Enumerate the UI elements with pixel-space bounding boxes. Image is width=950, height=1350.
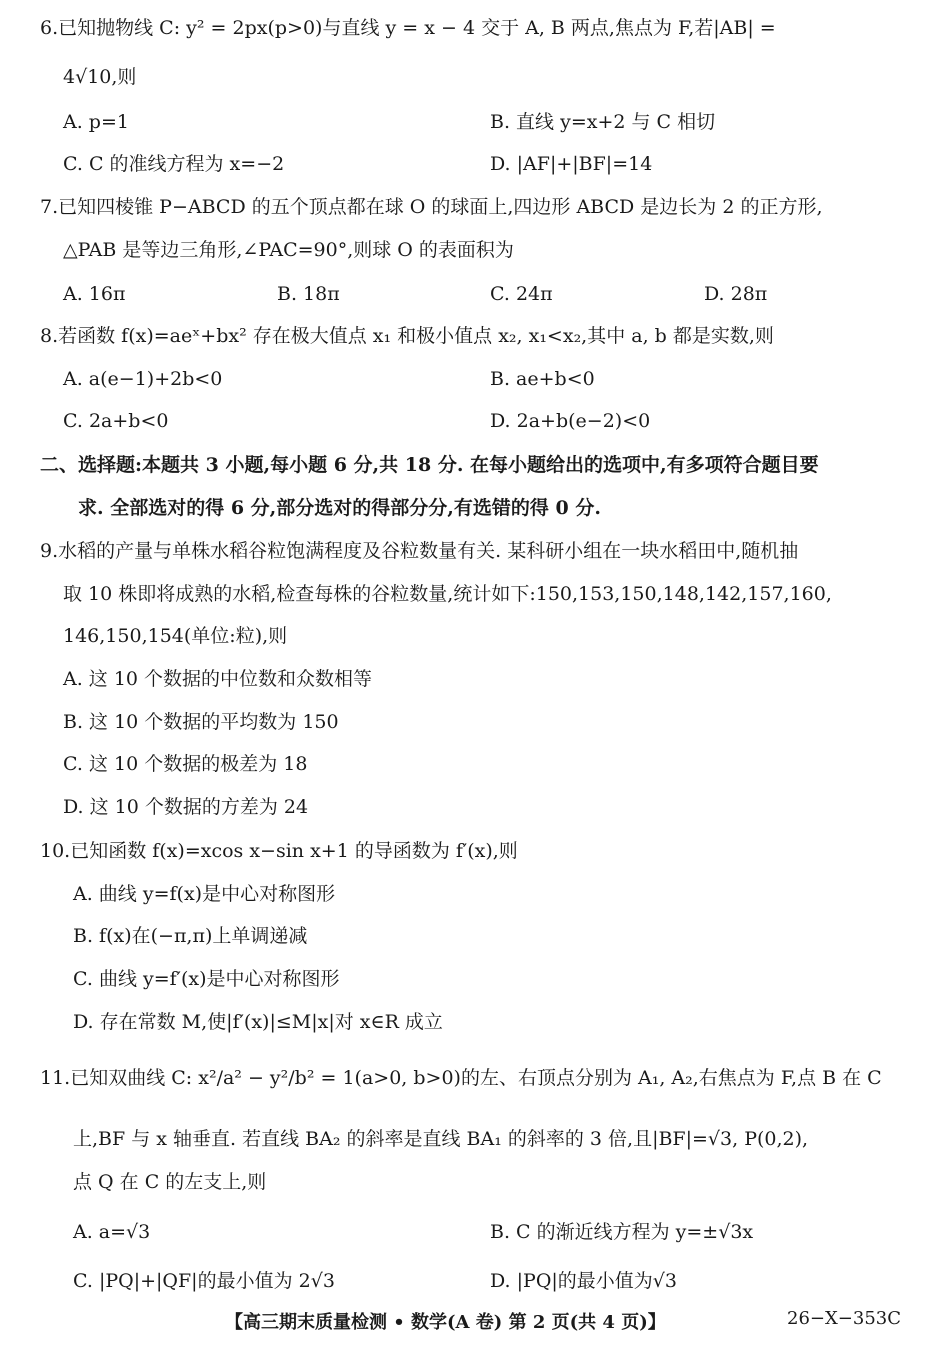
q8-option-row2 (63, 407, 914, 435)
q11-option-row2 (73, 1267, 914, 1295)
q8-option-d: D. 2a+b(e−2)<0 (490, 410, 651, 432)
q11-option-a: A. a=√3 (73, 1221, 151, 1243)
q6-option-row1 (63, 108, 914, 136)
q10-option-b: B. f(x)在(−π,π)上单调递减 (73, 925, 308, 947)
section2-heading-line2: 求. 全部选对的得 6 分,部分选对的得部分分,有选错的得 0 分. (78, 497, 601, 519)
q8-option-row1 (63, 365, 914, 393)
q6-stem-line1: 6.已知抛物线 C: y² = 2px(p>0)与直线 y = x − 4 交于 A, B 两点,焦点为 F,若|AB| = (40, 17, 776, 39)
q8-option-a: A. a(e−1)+2b<0 (63, 368, 223, 390)
q9-option-a: A. 这 10 个数据的中位数和众数相等 (63, 668, 373, 690)
q9-stem-line1: 9.水稻的产量与单株水稻谷粒饱满程度及谷粒数量有关. 某科研小组在一块水稻田中,随机抽 (40, 540, 799, 562)
q6-option-row2 (63, 150, 914, 178)
q6-option-a: A. p=1 (63, 111, 129, 133)
q11-stem-line2: 上,BF 与 x 轴垂直. 若直线 BA₂ 的斜率是直线 BA₁ 的斜率的 3 倍,且|BF|=√3, P(0,2), (73, 1128, 809, 1150)
q11-option-b: B. C 的渐近线方程为 y=±√3x (490, 1221, 754, 1243)
q9-option-c: C. 这 10 个数据的极差为 18 (63, 753, 308, 775)
q8-option-b: B. ae+b<0 (490, 368, 595, 390)
q9-option-b: B. 这 10 个数据的平均数为 150 (63, 711, 339, 733)
q7-option-c: C. 24π (490, 283, 553, 305)
q11-option-c: C. |PQ|+|QF|的最小值为 2√3 (73, 1270, 335, 1292)
q10-option-c: C. 曲线 y=f′(x)是中心对称图形 (73, 968, 340, 990)
q9-stem-line3: 146,150,154(单位:粒),则 (63, 625, 288, 647)
q7-option-row (63, 280, 914, 308)
q11-option-row1 (73, 1218, 914, 1246)
q6-option-c: C. C 的准线方程为 x=−2 (63, 153, 285, 175)
q10-option-d: D. 存在常数 M,使|f′(x)|≤M|x|对 x∈R 成立 (73, 1011, 443, 1033)
q11-stem-line3: 点 Q 在 C 的左支上,则 (73, 1171, 267, 1193)
q7-stem-line2: △PAB 是等边三角形,∠PAC=90°,则球 O 的表面积为 (63, 239, 514, 261)
q7-option-b: B. 18π (277, 283, 340, 305)
footer-code: 26−X−353C (787, 1308, 902, 1329)
q9-option-d: D. 这 10 个数据的方差为 24 (63, 796, 309, 818)
q6-stem-line2: 4√10,则 (63, 66, 137, 88)
q7-option-d: D. 28π (704, 283, 768, 305)
q8-stem-line1: 8.若函数 f(x)=aeˣ+bx² 存在极大值点 x₁ 和极小值点 x₂, x₁<x₂,其中 a, b 都是实数,则 (40, 325, 774, 347)
q9-stem-line2: 取 10 株即将成熟的水稻,检查每株的谷粒数量,统计如下:150,153,150,148,142,157,160, (63, 583, 832, 605)
q10-option-a: A. 曲线 y=f(x)是中心对称图形 (73, 883, 336, 905)
q7-option-a: A. 16π (63, 283, 126, 305)
q7-stem-line1: 7.已知四棱锥 P−ABCD 的五个顶点都在球 O 的球面上,四边形 ABCD 是边长为 2 的正方形, (40, 196, 823, 218)
section2-heading-line1: 二、选择题:本题共 3 小题,每小题 6 分,共 18 分. 在每小题给出的选项中,有多项符合题目要 (40, 454, 819, 476)
q8-option-c: C. 2a+b<0 (63, 410, 169, 432)
q6-option-d: D. |AF|+|BF|=14 (490, 153, 653, 175)
q10-stem-line1: 10.已知函数 f(x)=xcos x−sin x+1 的导函数为 f′(x),则 (40, 840, 518, 862)
q11-stem-line1: 11.已知双曲线 C: x²/a² − y²/b² = 1(a>0, b>0)的左、右顶点分别为 A₁, A₂,右焦点为 F,点 B 在 C (40, 1067, 882, 1089)
q11-option-d: D. |PQ|的最小值为√3 (490, 1270, 677, 1292)
footer-title: 【高三期末质量检测 • 数学(A 卷) 第 2 页(共 4 页)】 (225, 1312, 666, 1333)
q6-option-b: B. 直线 y=x+2 与 C 相切 (490, 111, 716, 133)
